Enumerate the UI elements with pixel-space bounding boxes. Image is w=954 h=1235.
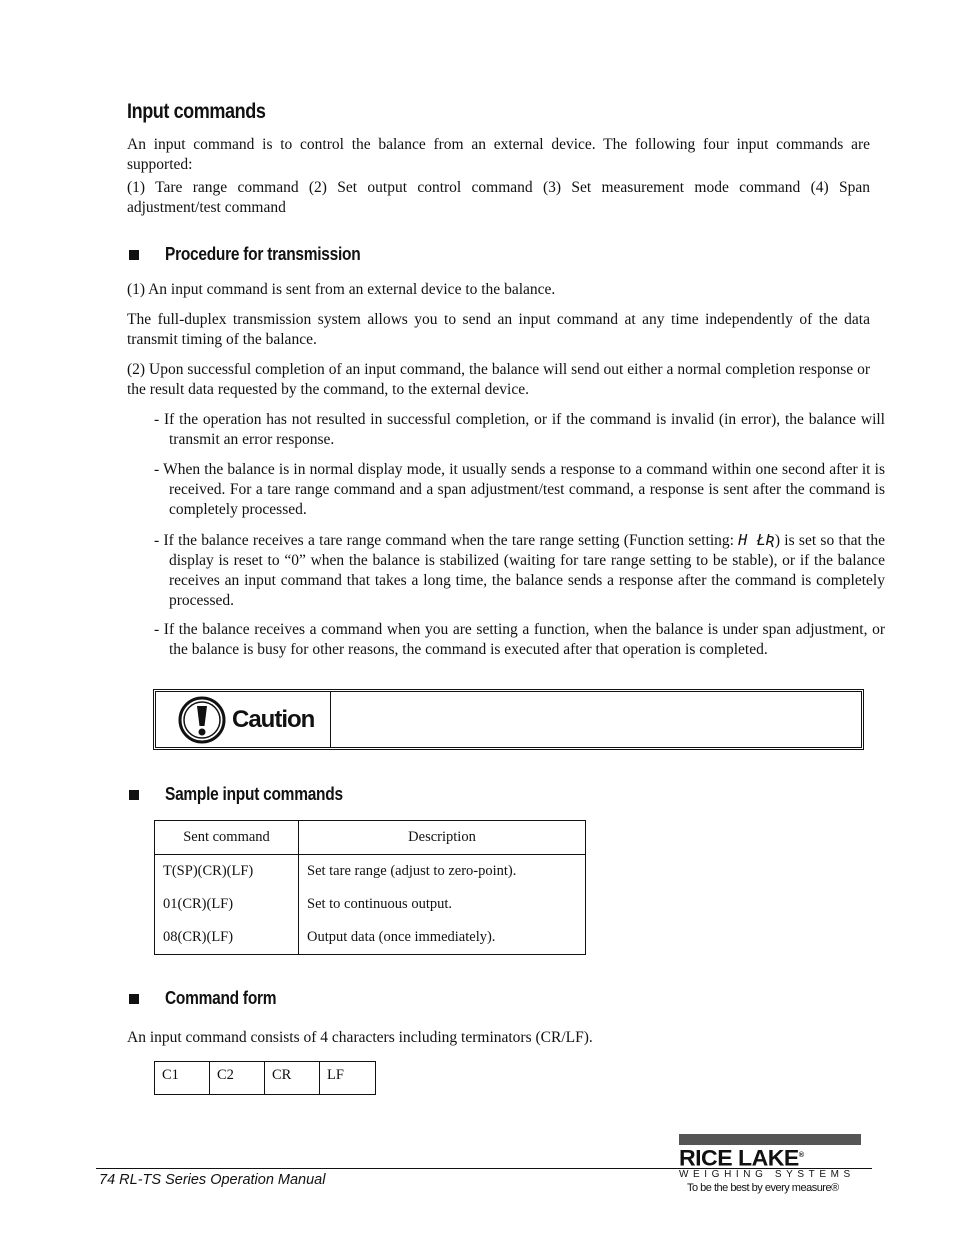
procedure-bullet-tare [154, 530, 885, 611]
sent-command: 08(CR)(LF) [163, 929, 234, 945]
function-code: H ŁƦ [738, 531, 775, 549]
table-row [155, 1062, 376, 1095]
caution-label [176, 695, 314, 745]
caution-exclamation-icon [176, 695, 228, 745]
command-description: Set tare range (adjust to zero-point). [307, 863, 517, 879]
square-bullet-icon [129, 790, 139, 800]
header-description: Description [299, 821, 586, 855]
logo-brand-text: RICE LAKE [679, 1145, 799, 1171]
form-cell-cr: CR [265, 1062, 320, 1095]
form-paragraph: An input command consists of 4 characters including terminators (CR/LF). [127, 1029, 593, 1046]
logo-tagline: To be the best by every measure® [687, 1182, 839, 1195]
samples-heading [127, 784, 372, 805]
caution-divider [330, 692, 331, 747]
sent-command: T(SP)(CR)(LF) [163, 863, 254, 879]
square-bullet-icon [129, 994, 139, 1004]
sent-commands-cell [155, 855, 299, 955]
procedure-note: The full-duplex transmission system allows you to send an input command at any time independently of the data transmit timing of the balance. [127, 311, 870, 348]
square-bullet-icon [129, 250, 139, 260]
command-description: Set to continuous output. [307, 896, 452, 912]
header-sent-command: Sent command [155, 821, 299, 855]
procedure-bullet-busy: - If the balance receives a command when you are setting a function, when the balance is under span adjustment, or the balance is busy for other reasons, the command is executed after that operation is completed. [154, 621, 885, 658]
procedure-step-1: (1) An input command is sent from an external device to the balance. [127, 281, 556, 298]
command-description: Output data (once immediately). [307, 929, 496, 945]
footer-page-label: 74 RL-TS Series Operation Manual [99, 1172, 326, 1188]
procedure-heading [127, 244, 392, 265]
caution-word: Caution [232, 706, 315, 733]
bullet-tare-post: ) is set so that the display is reset to “0” when the balance is stabilized (waiting for tare range setting to be stable), or if the balance receives an input command that takes a long time, the balance sends a response after the command is completely processed. [169, 532, 885, 609]
table-header-row [155, 821, 586, 855]
page-heading: Input commands [127, 100, 266, 123]
rice-lake-logo [679, 1134, 869, 1195]
sent-command: 01(CR)(LF) [163, 896, 234, 912]
form-heading [127, 988, 294, 1009]
form-cell-lf: LF [320, 1062, 376, 1095]
logo-brand: RICE LAKE® [679, 1145, 804, 1171]
descriptions-cell [299, 855, 586, 955]
procedure-heading-text: Procedure for transmission [165, 244, 361, 264]
logo-bar [679, 1134, 861, 1145]
logo-subtitle: WEIGHING SYSTEMS [679, 1169, 855, 1181]
procedure-bullet-error: - If the operation has not resulted in successful completion, or if the command is invalid (in error), the balance will transmit an error response. [154, 411, 885, 448]
table-row [155, 855, 586, 955]
form-heading-text: Command form [165, 988, 277, 1008]
procedure-bullet-timing: - When the balance is in normal display mode, it usually sends a response to a command within one second after it is received. For a tare range command and a span adjustment/test command, a response is sent after the command is completely processed. [154, 461, 885, 518]
form-cell-c1: C1 [155, 1062, 210, 1095]
form-cell-c2: C2 [210, 1062, 265, 1095]
procedure-step-2: (2) Upon successful completion of an input command, the balance will send out either a normal completion response or the result data requested by the command, to the external device. [127, 361, 870, 398]
command-list-paragraph: (1) Tare range command (2) Set output control command (3) Set measurement mode command (4) Span adjustment/test command [127, 179, 870, 216]
intro-paragraph: An input command is to control the balance from an external device. The following four input commands are supported: [127, 136, 870, 173]
samples-heading-text: Sample input commands [165, 784, 343, 804]
bullet-tare-pre: - If the balance receives a tare range command when the tare range setting (Function setting: [154, 532, 739, 549]
sample-commands-table [154, 820, 586, 955]
logo-tagline-text: To be the best by every measure [687, 1182, 832, 1195]
caution-box [153, 689, 864, 750]
command-form-table [154, 1061, 376, 1095]
